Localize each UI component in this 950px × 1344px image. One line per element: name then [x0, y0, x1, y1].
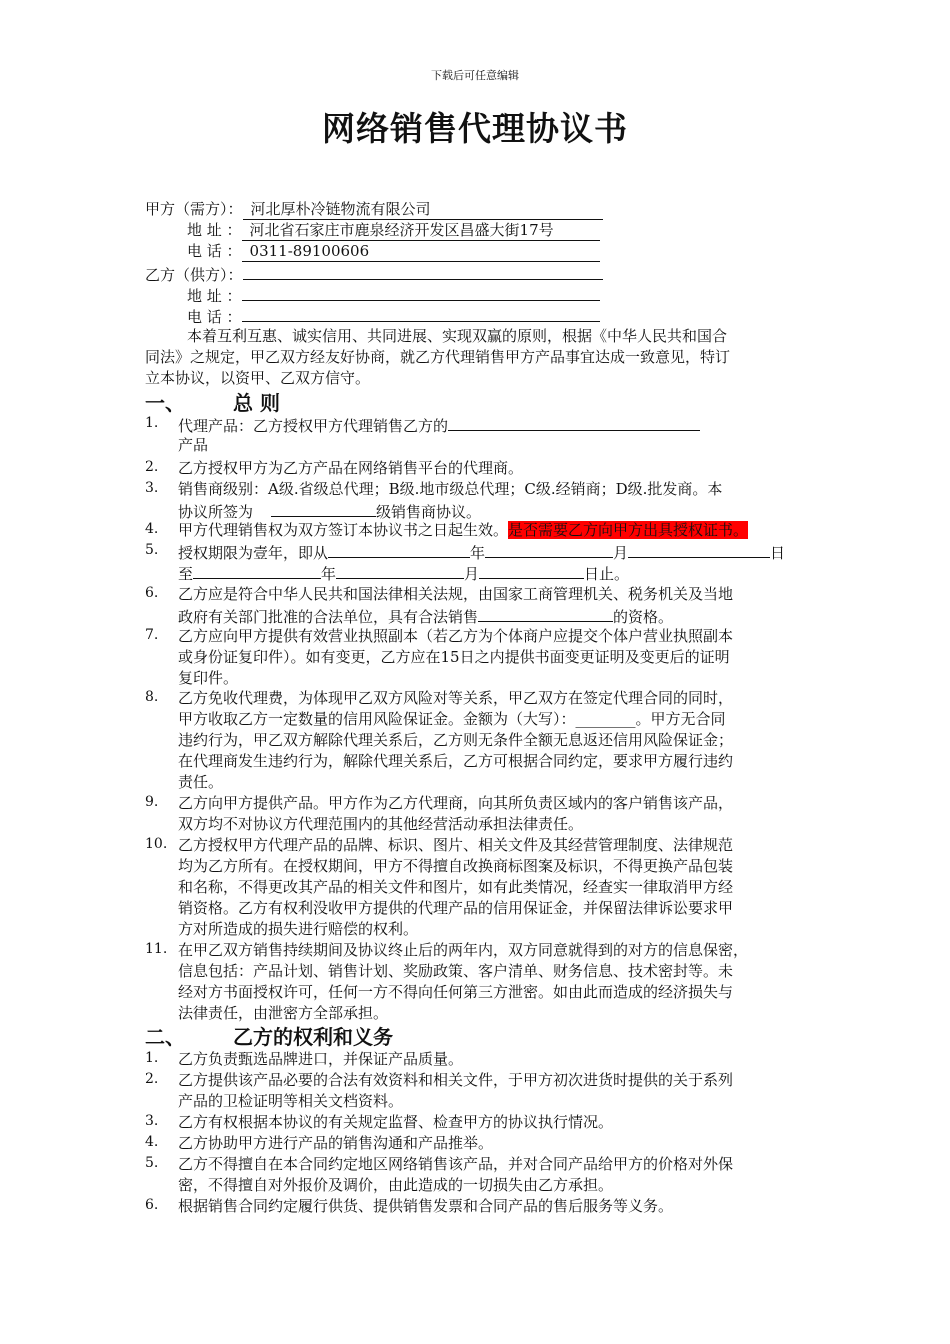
start-month-blank[interactable]	[485, 540, 613, 558]
party-a-name: 河北厚朴冷链物流有限公司	[243, 199, 603, 220]
intro-line-1: 本着互利互惠、诚实信用、共同进展、实现双赢的原则，根据《中华人民共和国合	[187, 327, 728, 345]
s2-item-3-text: 乙方有权根据本协议的有关规定监督、检查甲方的协议执行情况。	[178, 1113, 614, 1131]
party-a-label: 甲方（需方）：	[145, 200, 243, 218]
section-2-number: 二、	[145, 1025, 185, 1049]
party-a-phone-row	[187, 241, 600, 262]
s1-item-10-text-5: 方对所造成的损失进行赔偿的权利。	[178, 920, 419, 938]
party-a-phone: 0311-89100606	[242, 241, 600, 262]
s1-item-5-text: 授权期限为壹年，即从 年 月 日	[178, 540, 785, 564]
party-b-address-blank[interactable]	[242, 283, 600, 301]
s1-item-8-text: 乙方免收代理费，为体现甲乙双方风险对等关系，甲乙双方在签定代理合同的同时，	[178, 689, 734, 707]
s1-item-6-text: 乙方应是符合中华人民共和国法律相关法规，由国家工商管理机关、税务机关及当地	[178, 585, 734, 603]
s1-item-1-text-2: 产品	[178, 436, 209, 454]
s1-item-6-text-2: 政府有关部门批准的合法单位，具有合法销售 的资格。	[178, 604, 673, 628]
s1-item-8-text-4: 在代理商发生违约行为，解除代理关系后，乙方可根据合同约定，要求甲方履行违约	[178, 752, 734, 770]
s1-item-3-number: 3.	[145, 480, 159, 496]
document-title: 网络销售代理协议书	[322, 109, 628, 148]
s1-item-2-number: 2.	[145, 459, 159, 475]
s1-item-3-text-2: 协议所签为 级销售商协议。	[178, 499, 481, 523]
s1-item-10-text-4: 销资格。乙方有权利没收甲方提供的代理产品的信用保证金，并保留法律诉讼要求甲	[178, 899, 734, 917]
s1-item-4-number: 4.	[145, 521, 159, 537]
s1-item-11-text: 在甲乙双方销售持续期间及协议终止后的两年内，双方同意就得到的对方的信息保密，	[178, 941, 749, 959]
section-1-title: 总 则	[233, 391, 280, 415]
end-month-blank[interactable]	[336, 561, 464, 579]
authorization-note-highlight: 是否需要乙方向甲方出具授权证书。	[508, 521, 749, 539]
s2-item-3-number: 3.	[145, 1113, 159, 1129]
s1-item-8-text-3: 违约行为，甲乙双方解除代理关系后，乙方则无条件全额无息返还信用风险保证金；	[178, 731, 734, 749]
s2-item-6-number: 6.	[145, 1197, 159, 1213]
sales-qualification-blank[interactable]	[478, 604, 613, 622]
party-a-phone-label: 电 话 ：	[187, 242, 242, 260]
dealer-level-blank[interactable]	[271, 499, 376, 517]
section-1-number: 一、	[145, 391, 185, 415]
s1-item-5-text-2: 至 年 月 日止。	[178, 561, 629, 585]
section-2-title: 乙方的权利和义务	[233, 1025, 393, 1049]
s1-item-10-text-2: 均为乙方所有。在授权期间，甲方不得擅自改换商标图案及标识，不得更换产品包装	[178, 857, 734, 875]
product-blank[interactable]	[448, 413, 700, 431]
start-day-blank[interactable]	[628, 540, 770, 558]
party-a-address-label: 地 址 ：	[187, 221, 242, 239]
s1-item-7-text-3: 复印件。	[178, 669, 239, 687]
s2-item-1-number: 1.	[145, 1050, 159, 1066]
s1-item-9-number: 9.	[145, 794, 159, 810]
end-year-blank[interactable]	[193, 561, 321, 579]
s2-item-2-number: 2.	[145, 1071, 159, 1087]
s1-item-10-number: 10.	[145, 836, 168, 852]
s1-item-11-text-3: 经对方书面授权许可，任何一方不得向任何第三方泄密。如由此而造成的经济损失与	[178, 983, 734, 1001]
party-b-label: 乙方（供方）：	[145, 266, 243, 284]
s2-item-2-text-2: 产品的卫检证明等相关文档资料。	[178, 1092, 404, 1110]
s2-item-1-text: 乙方负责甄选品牌进口，并保证产品质量。	[178, 1050, 464, 1068]
header-note: 下载后可任意编辑	[431, 69, 519, 82]
party-a-address: 河北省石家庄市鹿泉经济开发区昌盛大街17号	[242, 220, 600, 241]
s1-item-5-number: 5.	[145, 542, 159, 558]
s1-item-2-text: 乙方授权甲方为乙方产品在网络销售平台的代理商。	[178, 459, 524, 477]
party-b-address-row	[187, 283, 600, 306]
intro-line-3: 立本协议，以资甲、乙双方信守。	[145, 369, 371, 387]
section-2-heading	[145, 1021, 393, 1050]
s1-item-3-text: 销售商级别：A级.省级总代理；B级.地市级总代理；C级.经销商；D级.批发商。本	[178, 480, 723, 498]
s1-item-1-number: 1.	[145, 415, 159, 431]
party-b-phone-label: 电 话 ：	[187, 308, 242, 326]
party-b-phone-blank[interactable]	[242, 304, 600, 322]
s1-item-6-number: 6.	[145, 585, 159, 601]
section-1-heading	[145, 387, 280, 416]
s2-item-5-text-2: 密，不得擅自对外报价及调价，由此造成的一切损失由乙方承担。	[178, 1176, 614, 1194]
s1-item-1-text: 代理产品：乙方授权甲方代理销售乙方的	[178, 413, 700, 437]
s1-item-8-text-2: 甲方收取乙方一定数量的信用风险保证金。金额为（大写）：________。甲方无合同	[178, 710, 726, 728]
s1-item-9-text: 乙方向甲方提供产品。甲方作为乙方代理商，向其所负责区域内的客户销售该产品，	[178, 794, 734, 812]
s2-item-4-number: 4.	[145, 1134, 159, 1150]
party-b-name-row	[145, 262, 603, 285]
s2-item-4-text: 乙方协助甲方进行产品的销售沟通和产品推举。	[178, 1134, 494, 1152]
s1-item-7-text-2: 或身份证复印件）。如有变更，乙方应在15日之内提供书面变更证明及变更后的证明	[178, 648, 730, 666]
s1-item-4-text: 甲方代理销售权为双方签订本协议书之日起生效。是否需要乙方向甲方出具授权证书。	[178, 521, 749, 539]
s1-item-10-text: 乙方授权甲方代理产品的品牌、标识、图片、相关文件及其经营管理制度、法律规范	[178, 836, 734, 854]
s2-item-2-text: 乙方提供该产品必要的合法有效资料和相关文件，于甲方初次进货时提供的关于系列	[178, 1071, 734, 1089]
s1-item-8-number: 8.	[145, 689, 159, 705]
s2-item-6-text: 根据销售合同约定履行供货、提供销售发票和合同产品的售后服务等义务。	[178, 1197, 674, 1215]
s2-item-5-text: 乙方不得擅自在本合同约定地区网络销售该产品，并对合同产品给甲方的价格对外保	[178, 1155, 734, 1173]
s1-item-11-text-4: 法律责任，由泄密方全部承担。	[178, 1004, 389, 1022]
s1-item-7-text: 乙方应向甲方提供有效营业执照副本（若乙方为个体商户应提交个体户营业执照副本	[178, 627, 734, 645]
party-a-name-row	[145, 199, 603, 220]
end-day-blank[interactable]	[479, 561, 584, 579]
s1-item-9-text-2: 双方均不对协议方代理范围内的其他经营活动承担法律责任。	[178, 815, 584, 833]
party-b-name-blank[interactable]	[243, 262, 603, 280]
party-a-address-row	[187, 220, 600, 241]
s1-item-11-number: 11.	[145, 941, 168, 957]
s1-item-10-text-3: 和名称，不得更改其产品的相关文件和图片，如有此类情况，经查实一律取消甲方经	[178, 878, 734, 896]
party-b-phone-row	[187, 304, 600, 327]
start-year-blank[interactable]	[328, 540, 470, 558]
intro-line-2: 同法》之规定，甲乙双方经友好协商，就乙方代理销售甲方产品事宜达成一致意见，特订	[145, 348, 731, 366]
s1-item-8-text-5: 责任。	[178, 773, 224, 791]
s2-item-5-number: 5.	[145, 1155, 159, 1171]
party-b-address-label: 地 址 ：	[187, 287, 242, 305]
s1-item-11-text-2: 信息包括：产品计划、销售计划、奖励政策、客户清单、财务信息、技术密封等。未	[178, 962, 734, 980]
s1-item-7-number: 7.	[145, 627, 159, 643]
